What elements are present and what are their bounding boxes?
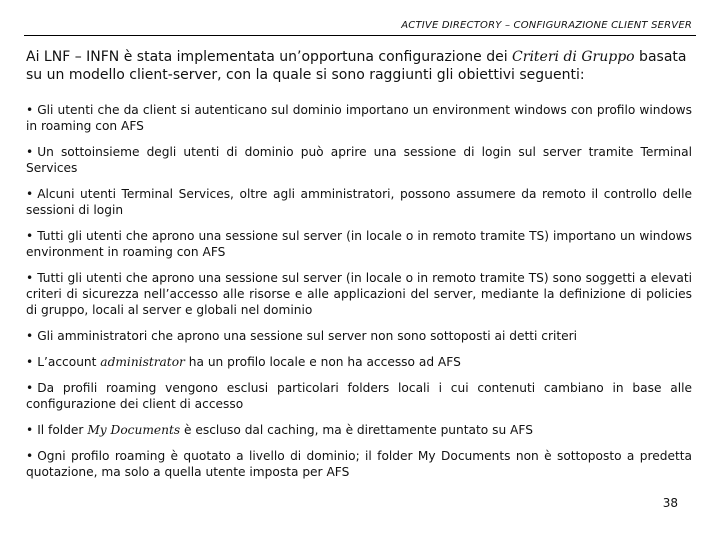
- bullet-text-after: è escluso dal caching, ma è direttamente puntato su AFS: [180, 423, 533, 437]
- bullet-item: [26, 228, 692, 260]
- bullet-icon: •: [26, 355, 34, 369]
- bullet-text-before: Il folder: [37, 423, 88, 437]
- bullet-emphasis: administrator: [100, 355, 185, 369]
- bullet-icon: •: [26, 271, 34, 285]
- bullet-item: [26, 186, 692, 218]
- header-divider: [24, 35, 696, 36]
- bullet-text: Alcuni utenti Terminal Services, oltre agli amministratori, possono assumere da remoto il controllo delle sessioni di login: [26, 187, 692, 217]
- bullet-icon: •: [26, 229, 34, 243]
- bullet-item: [26, 422, 692, 438]
- bullet-icon: •: [26, 103, 34, 117]
- bullet-text: Gli utenti che da client si autenticano sul dominio importano un environment windows con profilo windows in roaming con AFS: [26, 103, 692, 133]
- bullet-text: Da profili roaming vengono esclusi particolari folders locali i cui contenuti cambiano in base alle configurazione dei client di accesso: [26, 381, 692, 411]
- bullet-item: [26, 270, 692, 318]
- bullet-list: [26, 102, 692, 490]
- page-number: 38: [662, 496, 678, 510]
- bullet-icon: •: [26, 187, 34, 201]
- intro-emphasis: Criteri di Gruppo: [512, 49, 635, 65]
- bullet-text: Tutti gli utenti che aprono una sessione sul server (in locale o in remoto tramite TS) sono soggetti a elevati criteri di sicurezza nell’accesso alle risorse e alle applicazioni del server, mediante la definizione di policies di gruppo, locali al server e globali nel dominio: [26, 271, 692, 317]
- bullet-icon: •: [26, 449, 34, 463]
- bullet-item: [26, 144, 692, 176]
- bullet-item: [26, 102, 692, 134]
- bullet-item: [26, 448, 692, 480]
- bullet-item: [26, 380, 692, 412]
- slide-header: ACTIVE DIRECTORY – CONFIGURAZIONE CLIENT SERVER: [401, 20, 692, 31]
- bullet-icon: •: [26, 145, 34, 159]
- bullet-item: [26, 328, 692, 344]
- intro-text-after: basata su un modello client-server, con la quale si sono raggiunti gli obiettivi seguenti:: [26, 49, 687, 83]
- bullet-text: Un sottoinsieme degli utenti di dominio può aprire una sessione di login sul server tramite Terminal Services: [26, 145, 692, 175]
- intro-text-before: Ai LNF – INFN è stata implementata un’opportuna configurazione dei: [26, 49, 513, 65]
- bullet-text: Tutti gli utenti che aprono una sessione sul server (in locale o in remoto tramite TS) importano un windows environment in roaming con AFS: [26, 229, 692, 259]
- bullet-item: [26, 354, 692, 370]
- bullet-text: Gli amministratori che aprono una sessione sul server non sono sottoposti ai detti criteri: [37, 329, 578, 343]
- bullet-text-before: L’account: [37, 355, 101, 369]
- bullet-text-after: ha un profilo locale e non ha accesso ad AFS: [184, 355, 461, 369]
- intro-paragraph: [26, 48, 692, 84]
- bullet-icon: •: [26, 381, 34, 395]
- bullet-text: Ogni profilo roaming è quotato a livello di dominio; il folder My Documents non è sottoposto a predetta quotazione, ma solo a quella utente imposta per AFS: [26, 449, 692, 479]
- bullet-icon: •: [26, 329, 34, 343]
- bullet-emphasis: My Documents: [87, 423, 181, 437]
- bullet-icon: •: [26, 423, 34, 437]
